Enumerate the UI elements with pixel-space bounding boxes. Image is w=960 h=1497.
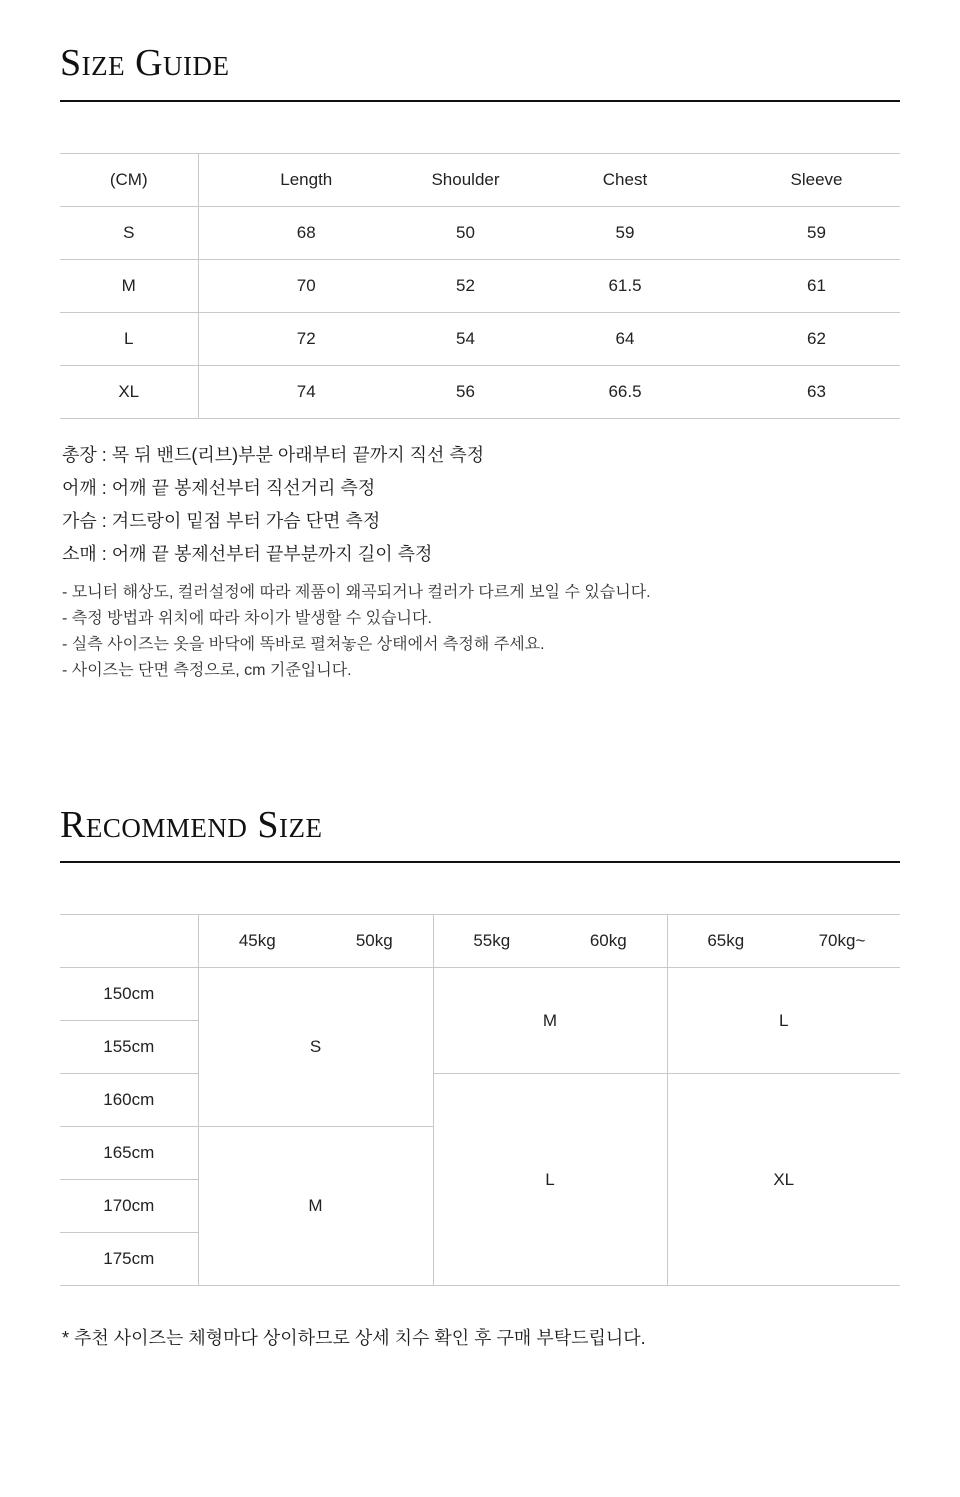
size-cell-l-lower: L bbox=[433, 1074, 667, 1286]
disclaimer-list bbox=[62, 580, 651, 684]
size-cell-m-lower: M bbox=[198, 1127, 433, 1286]
shoulder-value: 52 bbox=[414, 260, 517, 313]
weight-header: 70kg~ bbox=[784, 915, 900, 968]
height-label: 165cm bbox=[60, 1127, 198, 1180]
corner-cell bbox=[60, 915, 198, 968]
sleeve-note: 소매 : 어깨 끝 봉제선부터 끝부분까지 길이 측정 bbox=[62, 544, 433, 564]
chest-value: 66.5 bbox=[517, 366, 733, 419]
chest-header: Chest bbox=[517, 154, 733, 207]
table-row bbox=[60, 207, 900, 260]
disclaimer-item: - 모니터 해상도, 컬러설정에 따라 제품이 왜곡되거나 컬러가 다르게 보일 수 있습니다. bbox=[62, 584, 651, 601]
shoulder-note: 어깨 : 어깨 끝 봉제선부터 직선거리 측정 bbox=[62, 478, 376, 498]
shoulder-header: Shoulder bbox=[414, 154, 517, 207]
disclaimer-item: - 실측 사이즈는 옷을 바닥에 똑바로 펼쳐놓은 상태에서 측정해 주세요. bbox=[62, 636, 545, 653]
sleeve-value: 62 bbox=[733, 313, 900, 366]
height-label: 155cm bbox=[60, 1021, 198, 1074]
weight-header: 55kg bbox=[433, 915, 550, 968]
weight-header: 65kg bbox=[667, 915, 784, 968]
length-header: Length bbox=[198, 154, 414, 207]
size-guide-title-rule bbox=[60, 100, 900, 102]
recommend-size-title-rule bbox=[60, 861, 900, 863]
weight-header: 60kg bbox=[550, 915, 667, 968]
length-value: 72 bbox=[198, 313, 414, 366]
length-value: 68 bbox=[198, 207, 414, 260]
length-note: 총장 : 목 뒤 밴드(리브)부분 아래부터 끝까지 직선 측정 bbox=[62, 445, 485, 465]
weight-header-row bbox=[60, 915, 900, 968]
recommend-footnote: * 추천 사이즈는 체형마다 상이하므로 상세 치수 확인 후 구매 부탁드립니다. bbox=[62, 1328, 646, 1348]
disclaimer-item: - 사이즈는 단면 측정으로, cm 기준입니다. bbox=[62, 662, 352, 679]
weight-header: 50kg bbox=[316, 915, 433, 968]
sleeve-value: 63 bbox=[733, 366, 900, 419]
length-value: 74 bbox=[198, 366, 414, 419]
table-row bbox=[60, 968, 900, 1021]
length-value: 70 bbox=[198, 260, 414, 313]
size-guide-title: Size Guide bbox=[60, 42, 230, 84]
sleeve-value: 59 bbox=[733, 207, 900, 260]
sleeve-header: Sleeve bbox=[733, 154, 900, 207]
sleeve-value: 61 bbox=[733, 260, 900, 313]
size-cell-m-upper: M bbox=[433, 968, 667, 1074]
shoulder-value: 54 bbox=[414, 313, 517, 366]
measurement-notes bbox=[62, 439, 484, 571]
height-label: 175cm bbox=[60, 1233, 198, 1286]
size-cell-xl-lower: XL bbox=[667, 1074, 900, 1286]
unit-header: (CM) bbox=[60, 154, 198, 207]
size-label: L bbox=[60, 313, 198, 366]
recommend-size-table bbox=[60, 914, 900, 1286]
height-label: 150cm bbox=[60, 968, 198, 1021]
size-label: S bbox=[60, 207, 198, 260]
shoulder-value: 50 bbox=[414, 207, 517, 260]
size-label: M bbox=[60, 260, 198, 313]
size-cell-s: S bbox=[198, 968, 433, 1127]
disclaimer-item: - 측정 방법과 위치에 따라 차이가 발생할 수 있습니다. bbox=[62, 610, 432, 627]
table-row bbox=[60, 313, 900, 366]
weight-header: 45kg bbox=[198, 915, 316, 968]
table-row bbox=[60, 366, 900, 419]
chest-value: 64 bbox=[517, 313, 733, 366]
height-label: 160cm bbox=[60, 1074, 198, 1127]
chest-note: 가슴 : 겨드랑이 밑점 부터 가슴 단면 측정 bbox=[62, 511, 381, 531]
size-label: XL bbox=[60, 366, 198, 419]
recommend-size-title: Recommend Size bbox=[60, 804, 323, 846]
size-guide-table bbox=[60, 153, 900, 419]
size-cell-l-upper: L bbox=[667, 968, 900, 1074]
table-row bbox=[60, 260, 900, 313]
chest-value: 59 bbox=[517, 207, 733, 260]
chest-value: 61.5 bbox=[517, 260, 733, 313]
size-table-header-row bbox=[60, 154, 900, 207]
table-row bbox=[60, 1074, 900, 1127]
shoulder-value: 56 bbox=[414, 366, 517, 419]
height-label: 170cm bbox=[60, 1180, 198, 1233]
